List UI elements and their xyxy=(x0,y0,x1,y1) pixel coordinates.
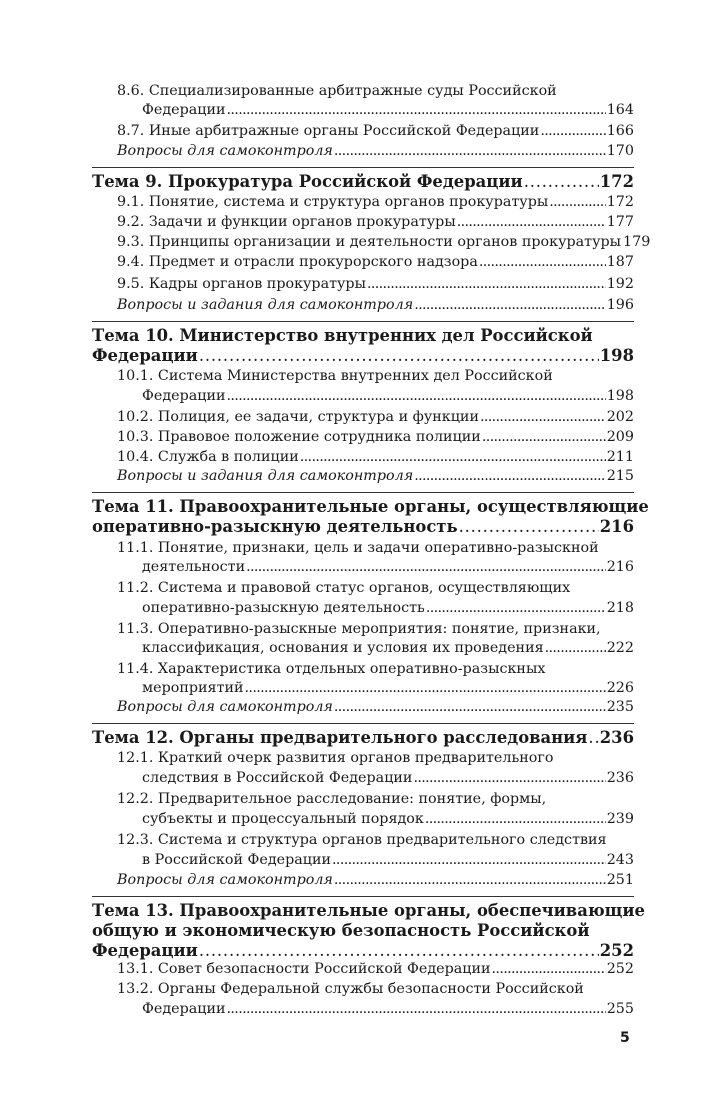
dot-leader xyxy=(426,599,606,618)
toc-entry: 10.1. Система Министерства внутренних дел Российской xyxy=(117,368,553,384)
toc-entry: 12.1. Краткий очерк развития органов предварительного xyxy=(117,750,554,766)
dot-leader xyxy=(413,769,605,788)
dot-leader xyxy=(414,467,606,486)
dot-leader xyxy=(334,871,606,890)
toc-entry xyxy=(117,193,634,212)
toc-entry xyxy=(117,142,634,161)
page-ref: 179 xyxy=(623,234,651,250)
entry-title: Федерации xyxy=(142,102,226,118)
dot-leader xyxy=(246,558,606,577)
entry-title: Вопросы для самоконтроля xyxy=(117,872,333,888)
entry-title: классификация, основания и условия их проведения xyxy=(142,640,544,656)
page-ref: 236 xyxy=(606,770,634,786)
dot-leader xyxy=(540,122,605,141)
toc-topic xyxy=(92,516,634,537)
toc-topic: Тема 13. Правоохранительные органы, обеспечивающие xyxy=(92,901,645,920)
dot-leader xyxy=(549,193,605,212)
toc-entry xyxy=(117,408,634,427)
dot-leader xyxy=(227,101,606,120)
toc-entry xyxy=(117,960,634,979)
toc-entry xyxy=(117,467,634,486)
dot-leader xyxy=(334,142,606,161)
entry-title: 13.1. Совет безопасности Российской Федерации xyxy=(117,961,491,977)
entry-title: деятельности xyxy=(142,559,246,575)
entry-title: 10.2. Полиция, ее задачи, структура и функции xyxy=(117,409,479,425)
dot-leader xyxy=(588,727,598,748)
entry-title: Федерации xyxy=(142,388,226,404)
page-ref: 222 xyxy=(606,640,634,656)
entry-title: следствия в Российской Федерации xyxy=(142,770,413,786)
dot-leader xyxy=(479,253,606,272)
entry-title: Вопросы для самоконтроля xyxy=(117,143,333,159)
toc-topic: Тема 10. Министерство внутренних дел Российской xyxy=(92,326,593,345)
entry-title: 10.4. Служба в полиции xyxy=(117,449,299,465)
toc-entry xyxy=(142,1000,634,1019)
entry-title: субъекты и процессуальный порядок xyxy=(142,811,424,827)
dot-leader xyxy=(334,698,606,717)
dot-leader xyxy=(199,940,599,961)
entry-title: 9.5. Кадры органов прокуратуры xyxy=(117,276,366,292)
dot-leader xyxy=(457,213,606,232)
toc-entry xyxy=(117,213,634,232)
page-ref: 243 xyxy=(606,852,634,868)
page-ref: 164 xyxy=(606,102,634,118)
dot-leader xyxy=(492,960,606,979)
section-divider xyxy=(92,723,634,724)
dot-leader xyxy=(332,851,606,870)
page-ref: 166 xyxy=(606,123,634,139)
topic-title: Тема 12. Органы предварительного расследования xyxy=(92,728,588,747)
toc-entry xyxy=(142,558,634,577)
toc-entry xyxy=(117,122,634,141)
toc-topic xyxy=(92,727,634,748)
page-ref: 215 xyxy=(606,468,634,484)
toc-topic: общую и экономическую безопасность Российской xyxy=(92,921,590,940)
toc-entry xyxy=(117,698,634,717)
toc-topic xyxy=(92,171,634,192)
page-ref: 235 xyxy=(606,699,634,715)
toc-entry xyxy=(142,387,634,406)
page-ref: 192 xyxy=(606,276,634,292)
page-ref: 226 xyxy=(606,680,634,696)
toc-entry xyxy=(142,810,634,829)
dot-leader xyxy=(227,1000,606,1019)
page-ref: 211 xyxy=(606,449,634,465)
toc-entry: 12.3. Система и структура органов предварительного следствия xyxy=(117,832,607,848)
toc-topic xyxy=(92,940,634,961)
entry-title: 9.4. Предмет и отрасли прокурорского надзора xyxy=(117,254,478,270)
dot-leader xyxy=(545,639,606,658)
entry-title: 9.1. Понятие, система и структура органов прокуратуры xyxy=(117,194,549,210)
page-ref: 218 xyxy=(606,600,634,616)
toc-entry xyxy=(142,639,634,658)
section-divider xyxy=(92,896,634,897)
page-ref: 251 xyxy=(606,872,634,888)
dot-leader xyxy=(199,345,599,366)
toc-topic xyxy=(92,345,634,366)
toc-entry xyxy=(142,851,634,870)
page-ref: 170 xyxy=(606,143,634,159)
toc-entry: 13.2. Органы Федеральной службы безопасности Российской xyxy=(117,981,584,997)
toc-entry xyxy=(142,101,634,120)
dot-leader xyxy=(425,810,606,829)
page-ref: 252 xyxy=(606,961,634,977)
section-divider xyxy=(92,321,634,322)
dot-leader xyxy=(482,428,606,447)
page-ref: 172 xyxy=(606,194,634,210)
entry-title: мероприятий xyxy=(142,680,244,696)
toc-entry: 11.1. Понятие, признаки, цель и задачи оперативно-разыскной xyxy=(117,540,599,556)
dot-leader xyxy=(480,408,606,427)
page-ref: 209 xyxy=(606,429,634,445)
page-ref: 252 xyxy=(599,941,634,960)
toc-entry xyxy=(117,233,651,252)
toc-topic: Тема 11. Правоохранительные органы, осуществляющие xyxy=(92,497,649,516)
page-number: 5 xyxy=(620,1030,630,1046)
page-ref: 202 xyxy=(606,409,634,425)
entry-title: 10.3. Правовое положение сотрудника полиции xyxy=(117,429,481,445)
toc-entry: 12.2. Предварительное расследование: понятие, формы, xyxy=(117,791,547,807)
dot-leader xyxy=(227,387,606,406)
toc-entry: 8.6. Специализированные арбитражные суды Российской xyxy=(117,83,557,99)
entry-title: Вопросы и задания для самоконтроля xyxy=(117,297,414,313)
toc-entry: 11.2. Система и правовой статус органов, осуществляющих xyxy=(117,580,571,596)
toc-entry: 11.3. Оперативно-разыскные мероприятия: понятие, признаки, xyxy=(117,621,601,637)
toc-entry xyxy=(117,296,634,315)
page-ref: 187 xyxy=(606,254,634,270)
toc-entry xyxy=(142,679,634,698)
toc-entry xyxy=(117,428,634,447)
toc-entry: 11.4. Характеристика отдельных оперативно-разыскных xyxy=(117,661,546,677)
page-ref: 236 xyxy=(599,728,634,747)
page-ref: 198 xyxy=(606,388,634,404)
page-ref: 216 xyxy=(606,559,634,575)
page-ref: 177 xyxy=(606,214,634,230)
toc-entry xyxy=(117,253,634,272)
dot-leader xyxy=(414,296,606,315)
topic-title: Федерации xyxy=(92,941,198,960)
dot-leader xyxy=(245,679,606,698)
entry-title: Федерации xyxy=(142,1001,226,1017)
page-ref: 216 xyxy=(599,517,634,536)
entry-title: 9.2. Задачи и функции органов прокуратуры xyxy=(117,214,456,230)
dot-leader xyxy=(459,516,599,537)
section-divider xyxy=(92,492,634,493)
topic-title: оперативно-разыскную деятельность xyxy=(92,517,458,536)
toc-entry xyxy=(142,599,634,618)
entry-title: в Российской Федерации xyxy=(142,852,332,868)
topic-title: Федерации xyxy=(92,346,198,365)
page-ref: 196 xyxy=(606,297,634,313)
dot-leader xyxy=(524,171,599,192)
dot-leader xyxy=(367,275,606,294)
entry-title: 8.7. Иные арбитражные органы Российской Федерации xyxy=(117,123,540,139)
entry-title: Вопросы и задания для самоконтроля xyxy=(117,468,414,484)
section-divider xyxy=(92,167,634,168)
page-ref: 172 xyxy=(599,172,634,191)
entry-title: Вопросы для самоконтроля xyxy=(117,699,333,715)
toc-entry xyxy=(117,871,634,890)
page-ref: 239 xyxy=(606,811,634,827)
page-ref: 255 xyxy=(606,1001,634,1017)
page-ref: 198 xyxy=(599,346,634,365)
toc-entry xyxy=(142,769,634,788)
topic-title: Тема 9. Прокуратура Российской Федерации xyxy=(92,172,523,191)
dot-leader xyxy=(300,448,606,467)
entry-title: 9.3. Принципы организации и деятельности органов прокуратуры xyxy=(117,234,622,250)
entry-title: оперативно-разыскную деятельность xyxy=(142,600,425,616)
toc-entry xyxy=(117,448,634,467)
toc-entry xyxy=(117,275,634,294)
